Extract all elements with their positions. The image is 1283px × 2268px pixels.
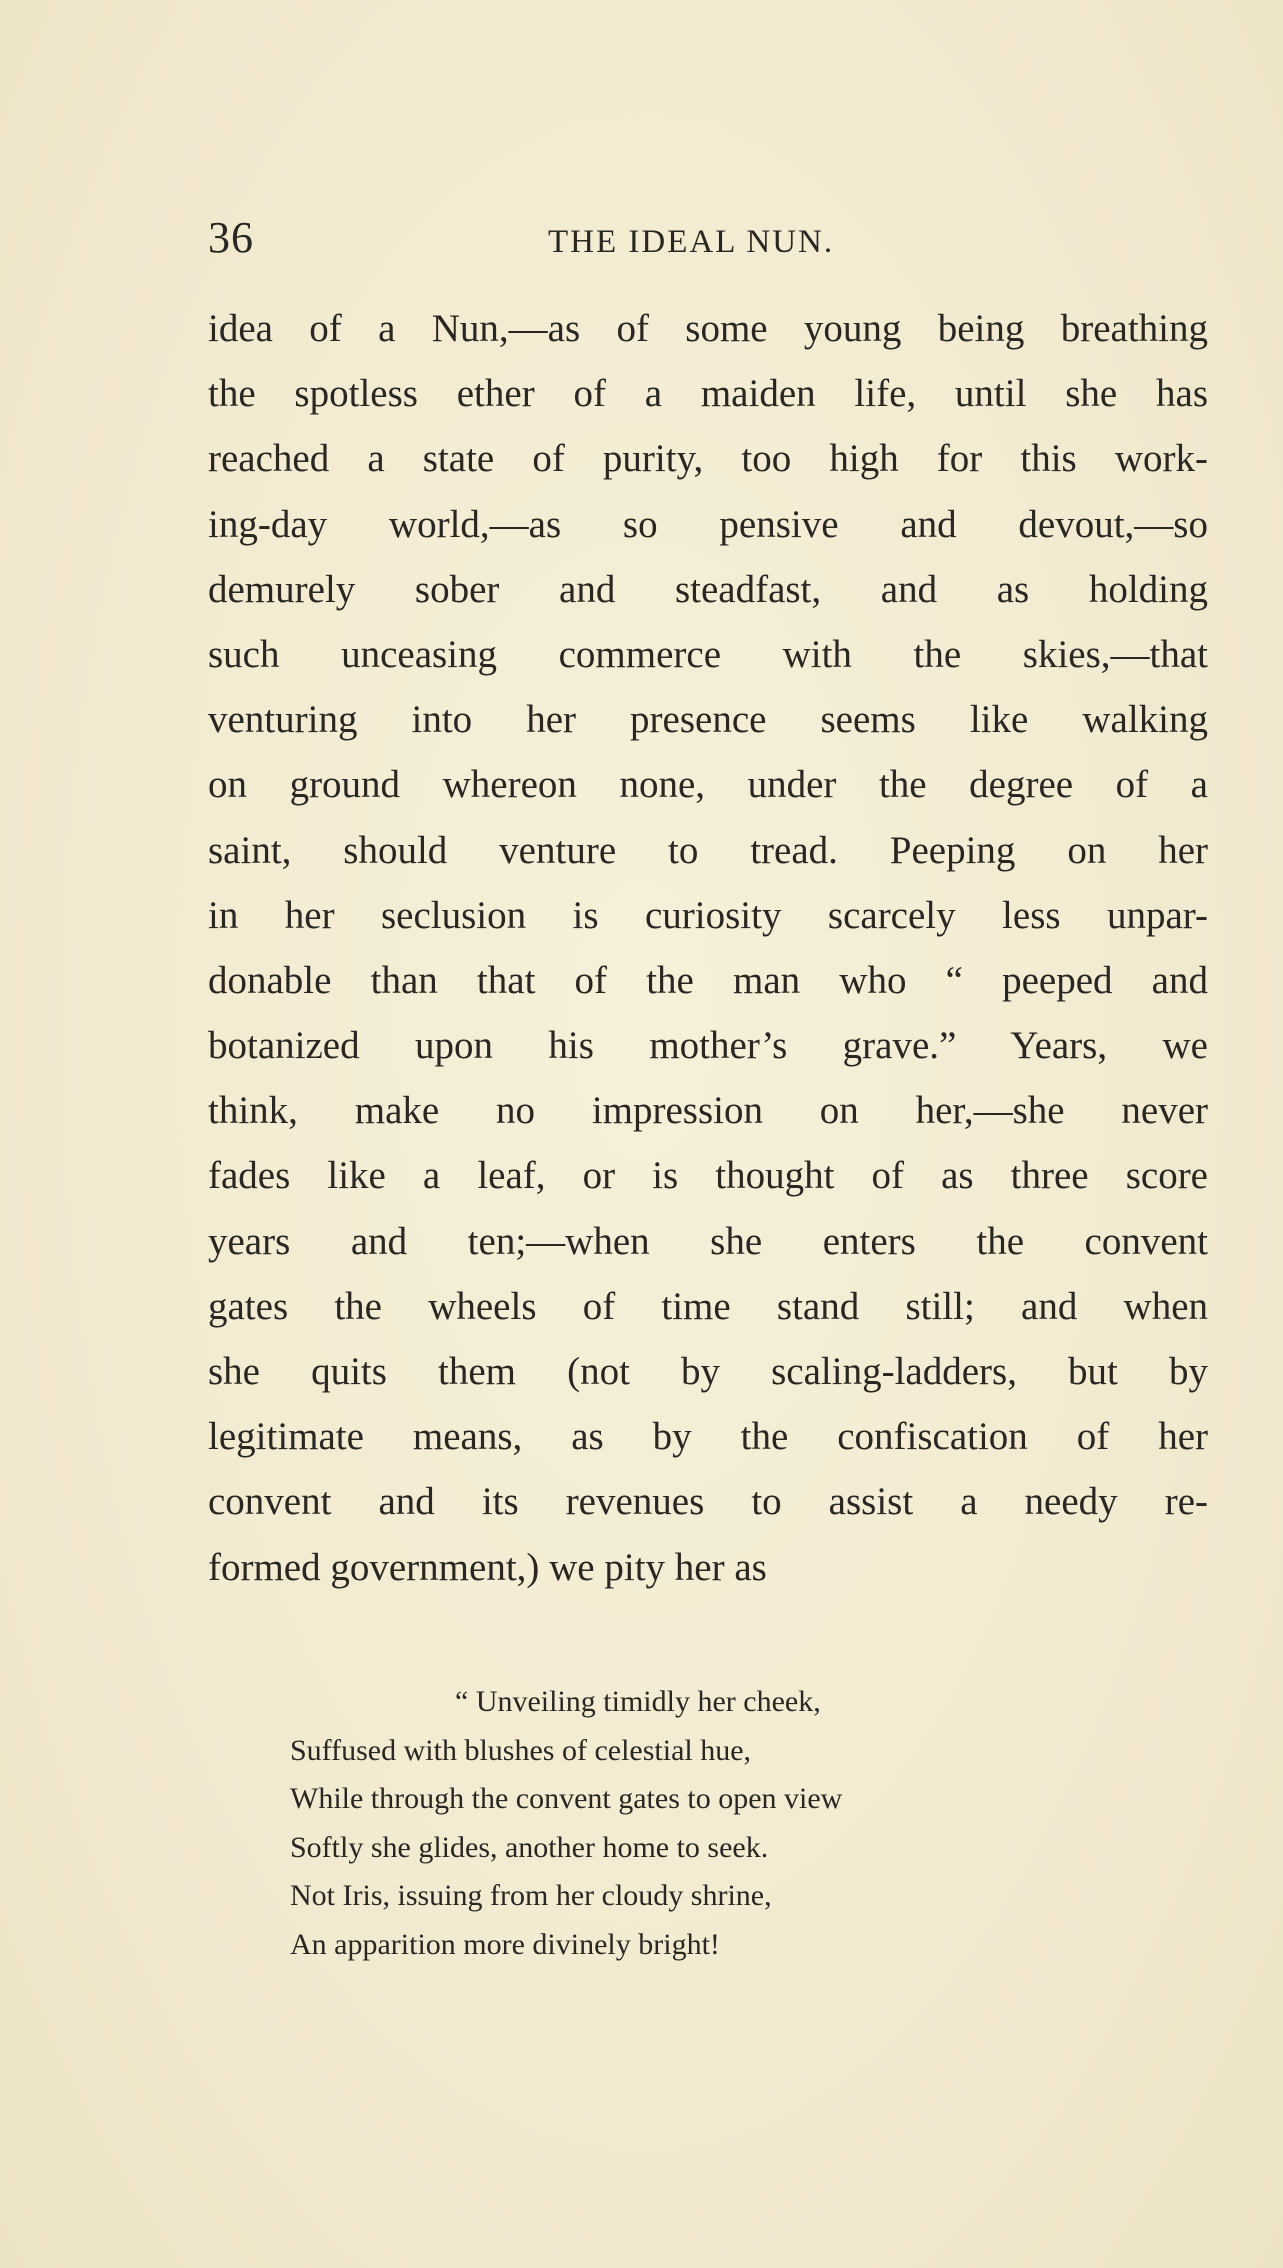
verse-line: Softly she glides, another home to seek. [290, 1830, 769, 1864]
text-line: formed government,) we pity her as [208, 1545, 767, 1589]
verse-quotation [290, 1678, 1050, 1969]
text-line: idea of a Nun,—as of some young being breathing [208, 307, 1208, 350]
text-line: reached a state of purity, too high for this work- [208, 437, 1208, 481]
verse-line: “ Unveiling timidly her cheek, [455, 1685, 821, 1718]
text-line: convent and its revenues to assist a needy re- [208, 1480, 1208, 1524]
text-line: gates the wheels of time stand still; and when [208, 1284, 1208, 1328]
verse-line: Suffused with blushes of celestial hue, [290, 1733, 752, 1767]
text-line: botanized upon his mother’s grave.” Years, we [208, 1024, 1208, 1068]
text-line: in her seclusion is curiosity scarcely less unpar- [208, 893, 1208, 937]
text-line: donable than that of the man who “ peeped and [208, 958, 1208, 1002]
text-line: on ground whereon none, under the degree of a [208, 763, 1208, 807]
text-line: venturing into her presence seems like walking [208, 698, 1208, 742]
text-line: the spotless ether of a maiden life, until she has [208, 372, 1208, 416]
text-line: saint, should venture to tread. Peeping on her [208, 828, 1208, 872]
text-line: fades like a leaf, or is thought of as three score [208, 1154, 1208, 1198]
text-line: legitimate means, as by the confiscation of her [208, 1415, 1208, 1459]
verse-line: An apparition more divinely bright! [290, 1927, 720, 1961]
text-line: demurely sober and steadfast, and as holding [208, 567, 1208, 611]
text-line: think, make no impression on her,—she never [208, 1089, 1208, 1133]
page-header [208, 212, 1208, 272]
text-line: ing-day world,—as so pensive and devout,—so [208, 502, 1208, 546]
verse-line: Not Iris, issuing from her cloudy shrine, [290, 1879, 772, 1912]
running-title: THE IDEAL NUN. [548, 224, 835, 260]
body-paragraph [208, 296, 1208, 1600]
text-line: years and ten;—when she enters the convent [208, 1219, 1208, 1263]
text-line: she quits them (not by scaling-ladders, but by [208, 1350, 1208, 1393]
verse-line: While through the convent gates to open view [290, 1782, 843, 1815]
text-line: such unceasing commerce with the skies,—that [208, 632, 1208, 676]
page-number: 36 [208, 213, 254, 262]
